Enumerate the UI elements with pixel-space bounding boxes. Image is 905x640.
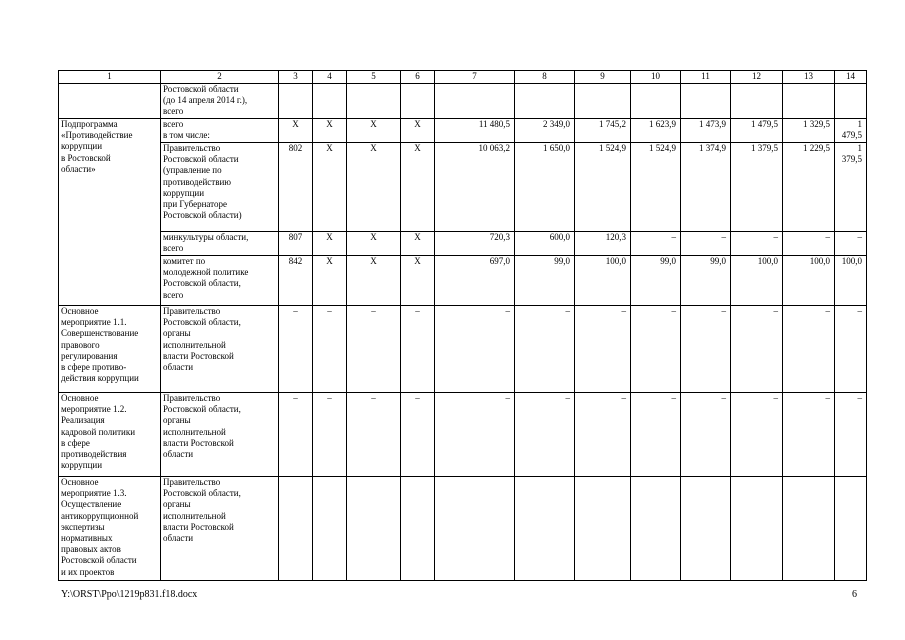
- value-cell: –: [681, 393, 731, 477]
- value-cell: [313, 84, 347, 119]
- value-cell: [515, 84, 575, 119]
- program-name-cell: Основное мероприятие 1.2. Реализация кадровой политики в сфере противодействия коррупции: [59, 393, 161, 477]
- value-cell: [435, 84, 515, 119]
- value-cell: 1 479,5: [835, 119, 867, 143]
- value-cell: –: [631, 232, 681, 256]
- value-cell: –: [783, 306, 835, 393]
- value-cell: 1 229,5: [783, 143, 835, 232]
- value-cell: [783, 477, 835, 581]
- executor-cell: Правительство Ростовской области, органы исполнительной власти Ростовской области: [161, 477, 279, 581]
- value-cell: 120,3: [575, 232, 631, 256]
- value-cell: –: [783, 393, 835, 477]
- value-cell: 11 480,5: [435, 119, 515, 143]
- column-number: 12: [731, 71, 783, 84]
- value-cell: Х: [313, 256, 347, 306]
- value-cell: 802: [279, 143, 313, 232]
- value-cell: 1 524,9: [575, 143, 631, 232]
- program-name-cell: Подпрограмма «Противодействие коррупции в Ростовской области»: [59, 119, 161, 306]
- value-cell: –: [515, 306, 575, 393]
- value-cell: [313, 477, 347, 581]
- column-number: 13: [783, 71, 835, 84]
- value-cell: –: [835, 306, 867, 393]
- value-cell: –: [435, 393, 515, 477]
- executor-cell: Правительство Ростовской области, органы исполнительной власти Ростовской области: [161, 393, 279, 477]
- column-number: 10: [631, 71, 681, 84]
- column-number: 11: [681, 71, 731, 84]
- value-cell: [401, 477, 435, 581]
- value-cell: –: [313, 393, 347, 477]
- executor-cell: всего в том числе:: [161, 119, 279, 143]
- executor-cell: комитет по молодежной политике Ростовской области, всего: [161, 256, 279, 306]
- table-row: [59, 477, 867, 581]
- value-cell: Х: [401, 256, 435, 306]
- value-cell: [279, 477, 313, 581]
- value-cell: Х: [401, 119, 435, 143]
- value-cell: –: [783, 232, 835, 256]
- budget-table: [58, 70, 867, 581]
- page-number: 6: [852, 589, 857, 600]
- executor-cell: Ростовской области (до 14 апреля 2014 г.), всего: [161, 84, 279, 119]
- value-cell: –: [279, 306, 313, 393]
- value-cell: –: [731, 393, 783, 477]
- value-cell: –: [681, 306, 731, 393]
- value-cell: Х: [347, 256, 401, 306]
- value-cell: 1 379,5: [731, 143, 783, 232]
- value-cell: [631, 84, 681, 119]
- value-cell: Х: [401, 143, 435, 232]
- value-cell: [731, 477, 783, 581]
- value-cell: 2 349,0: [515, 119, 575, 143]
- value-cell: Х: [313, 119, 347, 143]
- table-row: [59, 119, 867, 143]
- value-cell: –: [515, 393, 575, 477]
- executor-cell: Правительство Ростовской области, органы исполнительной власти Ростовской области: [161, 306, 279, 393]
- value-cell: [731, 84, 783, 119]
- value-cell: 100,0: [575, 256, 631, 306]
- value-cell: 100,0: [835, 256, 867, 306]
- value-cell: –: [313, 306, 347, 393]
- value-cell: 842: [279, 256, 313, 306]
- value-cell: Х: [347, 143, 401, 232]
- value-cell: [575, 477, 631, 581]
- value-cell: 1 473,9: [681, 119, 731, 143]
- column-number: 7: [435, 71, 515, 84]
- value-cell: Х: [279, 119, 313, 143]
- value-cell: [515, 477, 575, 581]
- program-name-cell: [59, 84, 161, 119]
- value-cell: –: [631, 306, 681, 393]
- value-cell: –: [279, 393, 313, 477]
- value-cell: [835, 84, 867, 119]
- value-cell: –: [731, 232, 783, 256]
- program-name-cell: Основное мероприятие 1.1. Совершенствование правового регулирования в сфере противо- действия коррупции: [59, 306, 161, 393]
- value-cell: 10 063,2: [435, 143, 515, 232]
- file-path: Y:\ORST\Ppo\1219p831.f18.docx: [61, 589, 198, 600]
- value-cell: –: [347, 306, 401, 393]
- value-cell: [681, 477, 731, 581]
- value-cell: [681, 84, 731, 119]
- value-cell: Х: [347, 119, 401, 143]
- column-number: 2: [161, 71, 279, 84]
- value-cell: [347, 84, 401, 119]
- table-header-row: [59, 71, 867, 84]
- executor-cell: минкультуры области, всего: [161, 232, 279, 256]
- value-cell: [631, 477, 681, 581]
- value-cell: 1 374,9: [681, 143, 731, 232]
- value-cell: Х: [401, 232, 435, 256]
- table-row: [59, 84, 867, 119]
- column-number: 6: [401, 71, 435, 84]
- value-cell: –: [835, 393, 867, 477]
- column-number: 14: [835, 71, 867, 84]
- executor-cell: Правительство Ростовской области (управление по противодействию коррупции при Губернаторе Ростовской области): [161, 143, 279, 232]
- value-cell: 99,0: [515, 256, 575, 306]
- value-cell: 100,0: [731, 256, 783, 306]
- value-cell: –: [631, 393, 681, 477]
- table-row: [59, 393, 867, 477]
- value-cell: 1 650,0: [515, 143, 575, 232]
- column-number: 3: [279, 71, 313, 84]
- column-number: 9: [575, 71, 631, 84]
- table-row: [59, 306, 867, 393]
- value-cell: [835, 477, 867, 581]
- value-cell: Х: [347, 232, 401, 256]
- column-number: 4: [313, 71, 347, 84]
- column-number: 1: [59, 71, 161, 84]
- table-row: [59, 232, 867, 256]
- value-cell: 1 524,9: [631, 143, 681, 232]
- program-name-cell: Основное мероприятие 1.3. Осуществление антикоррупционной экспертизы нормативных правовых актов Ростовской области и их проектов: [59, 477, 161, 581]
- value-cell: –: [731, 306, 783, 393]
- value-cell: 697,0: [435, 256, 515, 306]
- value-cell: 99,0: [681, 256, 731, 306]
- value-cell: [279, 84, 313, 119]
- value-cell: 1 623,9: [631, 119, 681, 143]
- value-cell: 1 329,5: [783, 119, 835, 143]
- value-cell: 1 479,5: [731, 119, 783, 143]
- value-cell: 1 379,5: [835, 143, 867, 232]
- value-cell: [783, 84, 835, 119]
- value-cell: Х: [313, 143, 347, 232]
- value-cell: –: [435, 306, 515, 393]
- value-cell: 99,0: [631, 256, 681, 306]
- table-row: [59, 256, 867, 306]
- value-cell: 720,3: [435, 232, 515, 256]
- value-cell: –: [575, 306, 631, 393]
- value-cell: 807: [279, 232, 313, 256]
- value-cell: [435, 477, 515, 581]
- value-cell: –: [401, 306, 435, 393]
- table-row: [59, 143, 867, 232]
- value-cell: [347, 477, 401, 581]
- value-cell: –: [347, 393, 401, 477]
- value-cell: [575, 84, 631, 119]
- value-cell: –: [681, 232, 731, 256]
- value-cell: –: [835, 232, 867, 256]
- value-cell: –: [401, 393, 435, 477]
- column-number: 8: [515, 71, 575, 84]
- value-cell: 600,0: [515, 232, 575, 256]
- value-cell: –: [575, 393, 631, 477]
- value-cell: 1 745,2: [575, 119, 631, 143]
- column-number: 5: [347, 71, 401, 84]
- value-cell: 100,0: [783, 256, 835, 306]
- value-cell: Х: [313, 232, 347, 256]
- value-cell: [401, 84, 435, 119]
